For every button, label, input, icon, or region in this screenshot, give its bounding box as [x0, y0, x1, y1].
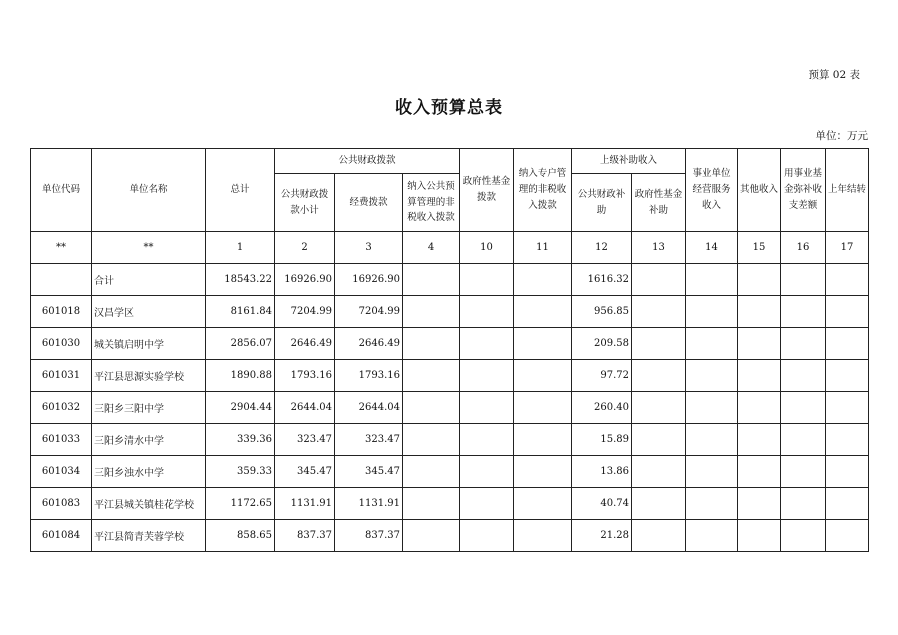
cell-gov-fund-subsidy: [632, 424, 686, 456]
cell-gov-fund: [460, 456, 514, 488]
index-cell: 17: [826, 232, 869, 264]
cell-business-income: [686, 488, 738, 520]
header-business-income: 事业单位经营服务收入: [686, 149, 738, 232]
cell-business-income: [686, 296, 738, 328]
cell-gov-fund: [460, 360, 514, 392]
cell-gov-fund-subsidy: [632, 360, 686, 392]
cell-public-finance-subtotal: 16926.90: [275, 264, 335, 296]
cell-unit-name: 城关镇启明中学: [92, 328, 206, 360]
cell-business-income: [686, 360, 738, 392]
cell-other-income: [738, 328, 781, 360]
index-cell: 14: [686, 232, 738, 264]
header-gov-fund: 政府性基金拨款: [460, 149, 514, 232]
cell-operating-funds: 1793.16: [335, 360, 403, 392]
header-gov-fund-subsidy: 政府性基金补助: [632, 174, 686, 232]
cell-business-fund: [781, 328, 826, 360]
index-cell: 13: [632, 232, 686, 264]
cell-unit-name: 平江县城关镇桂花学校: [92, 488, 206, 520]
cell-operating-funds: 2644.04: [335, 392, 403, 424]
cell-budget-nontax: [403, 488, 460, 520]
cell-business-fund: [781, 392, 826, 424]
cell-unit-name: 平江县思源实验学校: [92, 360, 206, 392]
cell-total: 8161.84: [206, 296, 275, 328]
cell-budget-nontax: [403, 296, 460, 328]
cell-carryover: [826, 488, 869, 520]
cell-carryover: [826, 424, 869, 456]
cell-special-nontax: [514, 456, 572, 488]
cell-public-finance-subtotal: 323.47: [275, 424, 335, 456]
header-superior-subsidy: 上级补助收入: [572, 149, 686, 174]
cell-unit-code: 601034: [31, 456, 92, 488]
cell-business-fund: [781, 296, 826, 328]
table-row: [31, 488, 869, 520]
cell-special-nontax: [514, 488, 572, 520]
cell-carryover: [826, 328, 869, 360]
cell-carryover: [826, 456, 869, 488]
cell-other-income: [738, 520, 781, 552]
cell-other-income: [738, 360, 781, 392]
cell-special-nontax: [514, 264, 572, 296]
cell-carryover: [826, 392, 869, 424]
index-cell: 11: [514, 232, 572, 264]
header-other-income: 其他收入: [738, 149, 781, 232]
cell-public-finance-subsidy: 97.72: [572, 360, 632, 392]
index-cell: 15: [738, 232, 781, 264]
cell-gov-fund: [460, 424, 514, 456]
unit-label: 单位：万元: [815, 130, 868, 142]
index-cell: 2: [275, 232, 335, 264]
header-budget-nontax: 纳入公共预算管理的非税收入拨款: [403, 174, 460, 232]
header-public-finance-subtotal: 公共财政拨款小计: [275, 174, 335, 232]
cell-public-finance-subsidy: 13.86: [572, 456, 632, 488]
table-row: [31, 456, 869, 488]
header-business-fund: 用事业基金弥补收支差额: [781, 149, 826, 232]
cell-public-finance-subsidy: 40.74: [572, 488, 632, 520]
cell-operating-funds: 1131.91: [335, 488, 403, 520]
cell-unit-code: 601032: [31, 392, 92, 424]
cell-business-fund: [781, 424, 826, 456]
table-row: [31, 296, 869, 328]
index-cell: 4: [403, 232, 460, 264]
index-cell: 1: [206, 232, 275, 264]
cell-operating-funds: 2646.49: [335, 328, 403, 360]
revenue-budget-table: [30, 148, 869, 552]
cell-other-income: [738, 264, 781, 296]
cell-public-finance-subtotal: 837.37: [275, 520, 335, 552]
cell-budget-nontax: [403, 328, 460, 360]
cell-total: 339.36: [206, 424, 275, 456]
cell-business-fund: [781, 456, 826, 488]
cell-other-income: [738, 392, 781, 424]
cell-business-income: [686, 456, 738, 488]
cell-other-income: [738, 488, 781, 520]
cell-total: 1172.65: [206, 488, 275, 520]
cell-total: 359.33: [206, 456, 275, 488]
cell-gov-fund: [460, 328, 514, 360]
table-row: [31, 360, 869, 392]
cell-total: 2856.07: [206, 328, 275, 360]
cell-unit-name: 平江县简青芙蓉学校: [92, 520, 206, 552]
cell-carryover: [826, 296, 869, 328]
cell-operating-funds: 7204.99: [335, 296, 403, 328]
cell-business-income: [686, 264, 738, 296]
cell-operating-funds: 16926.90: [335, 264, 403, 296]
cell-public-finance-subsidy: 956.85: [572, 296, 632, 328]
cell-unit-code: 601030: [31, 328, 92, 360]
cell-unit-code: 601084: [31, 520, 92, 552]
cell-unit-name: 汉昌学区: [92, 296, 206, 328]
cell-budget-nontax: [403, 424, 460, 456]
index-cell: 16: [781, 232, 826, 264]
table-row: [31, 392, 869, 424]
cell-public-finance-subsidy: 260.40: [572, 392, 632, 424]
cell-gov-fund-subsidy: [632, 456, 686, 488]
cell-carryover: [826, 360, 869, 392]
cell-unit-name: 合计: [92, 264, 206, 296]
cell-business-income: [686, 520, 738, 552]
cell-public-finance-subtotal: 1793.16: [275, 360, 335, 392]
cell-budget-nontax: [403, 456, 460, 488]
cell-budget-nontax: [403, 520, 460, 552]
header-total: 总计: [206, 149, 275, 232]
cell-total: 1890.88: [206, 360, 275, 392]
cell-gov-fund: [460, 392, 514, 424]
cell-special-nontax: [514, 424, 572, 456]
table-row-total: [31, 264, 869, 296]
cell-public-finance-subsidy: 21.28: [572, 520, 632, 552]
cell-special-nontax: [514, 296, 572, 328]
cell-operating-funds: 837.37: [335, 520, 403, 552]
cell-other-income: [738, 456, 781, 488]
table-row: [31, 424, 869, 456]
cell-public-finance-subtotal: 345.47: [275, 456, 335, 488]
column-index-row: [31, 232, 869, 264]
cell-unit-name: 三阳乡清水中学: [92, 424, 206, 456]
cell-business-income: [686, 424, 738, 456]
cell-business-fund: [781, 520, 826, 552]
cell-public-finance-subtotal: 2646.49: [275, 328, 335, 360]
header-special-nontax: 纳入专户管理的非税收入拨款: [514, 149, 572, 232]
cell-operating-funds: 345.47: [335, 456, 403, 488]
header-carryover: 上年结转: [826, 149, 869, 232]
cell-business-income: [686, 328, 738, 360]
cell-gov-fund-subsidy: [632, 296, 686, 328]
cell-other-income: [738, 424, 781, 456]
cell-unit-code: 601033: [31, 424, 92, 456]
cell-budget-nontax: [403, 264, 460, 296]
index-cell: 12: [572, 232, 632, 264]
header-operating-funds: 经费拨款: [335, 174, 403, 232]
cell-budget-nontax: [403, 360, 460, 392]
cell-business-income: [686, 392, 738, 424]
index-cell: **: [31, 232, 92, 264]
header-public-finance: 公共财政拨款: [275, 149, 460, 174]
cell-gov-fund-subsidy: [632, 264, 686, 296]
cell-business-fund: [781, 264, 826, 296]
cell-special-nontax: [514, 328, 572, 360]
cell-unit-code: 601031: [31, 360, 92, 392]
cell-business-fund: [781, 360, 826, 392]
document-code: 预算 02 表: [808, 69, 860, 81]
cell-operating-funds: 323.47: [335, 424, 403, 456]
cell-budget-nontax: [403, 392, 460, 424]
cell-other-income: [738, 296, 781, 328]
cell-total: 18543.22: [206, 264, 275, 296]
cell-total: 858.65: [206, 520, 275, 552]
cell-business-fund: [781, 488, 826, 520]
cell-special-nontax: [514, 392, 572, 424]
cell-public-finance-subtotal: 2644.04: [275, 392, 335, 424]
cell-special-nontax: [514, 520, 572, 552]
table-row: [31, 328, 869, 360]
index-cell: **: [92, 232, 206, 264]
header-unit-code: 单位代码: [31, 149, 92, 232]
cell-public-finance-subsidy: 1616.32: [572, 264, 632, 296]
cell-carryover: [826, 264, 869, 296]
document-title: 收入预算总表: [395, 98, 503, 118]
cell-unit-code: 601018: [31, 296, 92, 328]
cell-unit-name: 三阳乡浊水中学: [92, 456, 206, 488]
cell-gov-fund-subsidy: [632, 520, 686, 552]
cell-unit-code: [31, 264, 92, 296]
cell-unit-name: 三阳乡三阳中学: [92, 392, 206, 424]
cell-total: 2904.44: [206, 392, 275, 424]
cell-public-finance-subsidy: 209.58: [572, 328, 632, 360]
header-unit-name: 单位名称: [92, 149, 206, 232]
index-cell: 10: [460, 232, 514, 264]
cell-public-finance-subtotal: 7204.99: [275, 296, 335, 328]
cell-gov-fund: [460, 520, 514, 552]
cell-public-finance-subsidy: 15.89: [572, 424, 632, 456]
cell-carryover: [826, 520, 869, 552]
cell-gov-fund-subsidy: [632, 392, 686, 424]
table-row: [31, 520, 869, 552]
cell-gov-fund-subsidy: [632, 328, 686, 360]
index-cell: 3: [335, 232, 403, 264]
cell-gov-fund: [460, 488, 514, 520]
cell-gov-fund-subsidy: [632, 488, 686, 520]
cell-gov-fund: [460, 296, 514, 328]
cell-gov-fund: [460, 264, 514, 296]
cell-unit-code: 601083: [31, 488, 92, 520]
cell-special-nontax: [514, 360, 572, 392]
header-public-finance-subsidy: 公共财政补助: [572, 174, 632, 232]
cell-public-finance-subtotal: 1131.91: [275, 488, 335, 520]
